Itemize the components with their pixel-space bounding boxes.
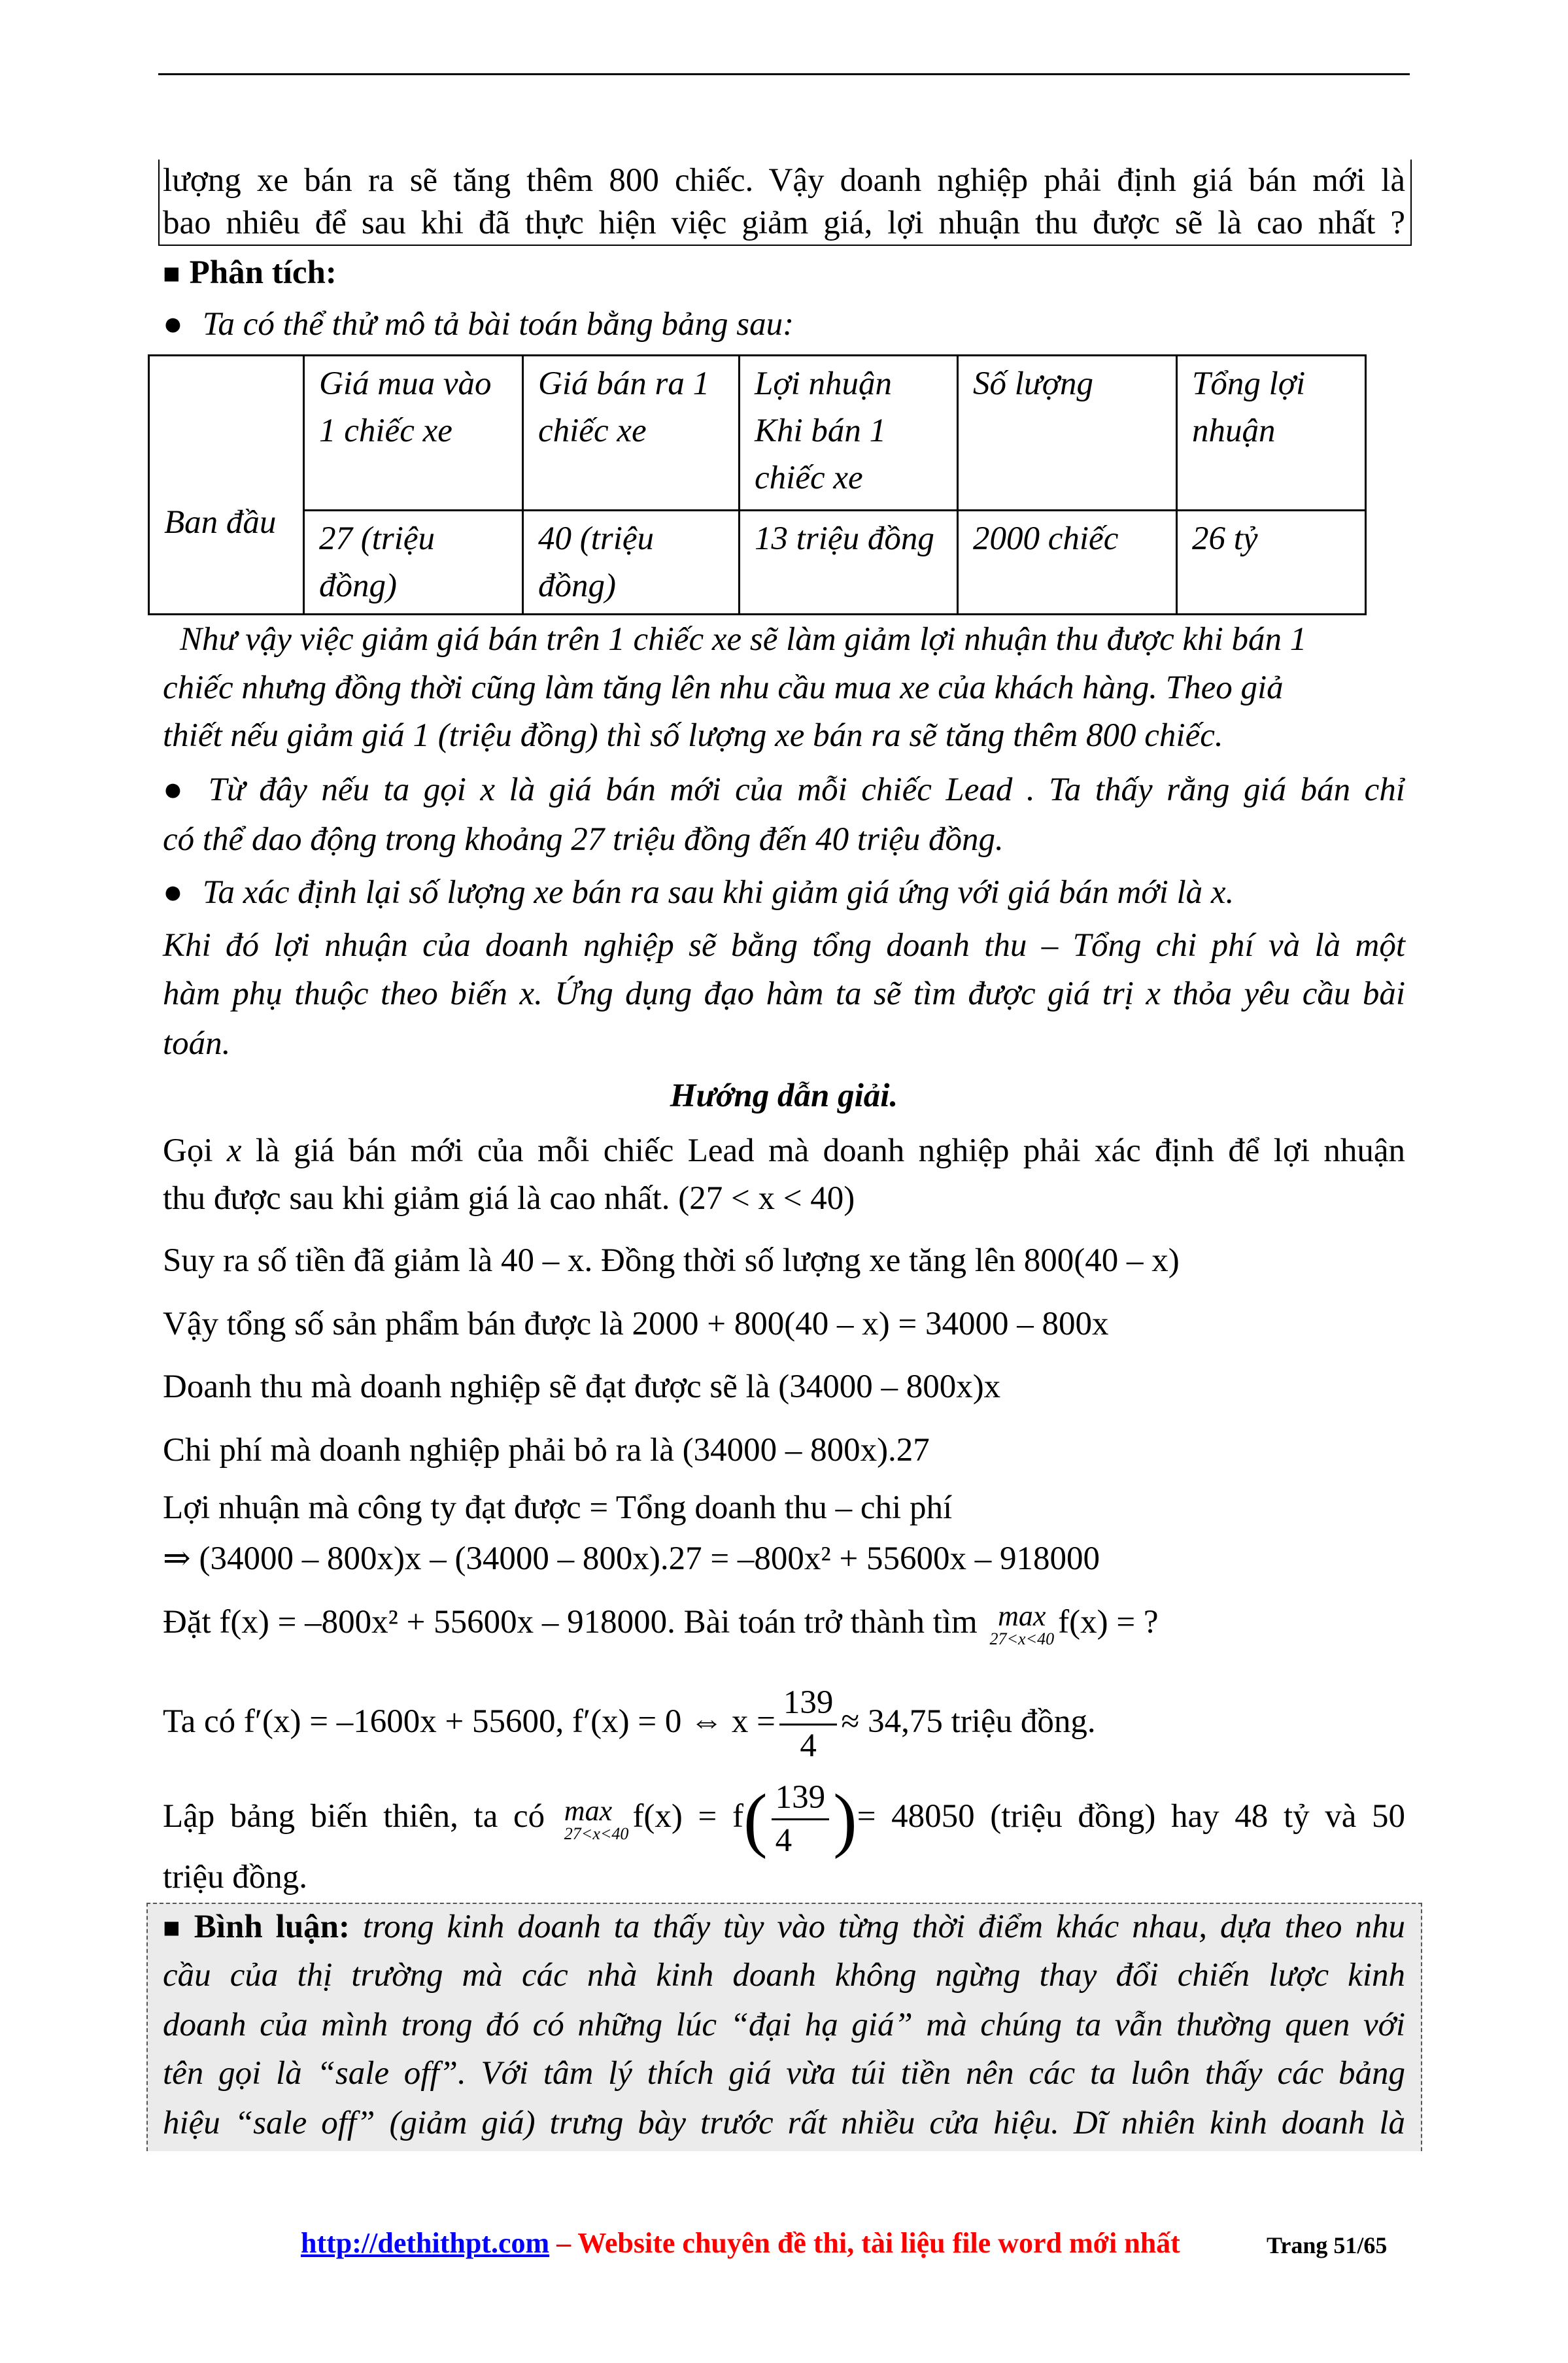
denominator: 4 <box>775 1822 793 1859</box>
analysis-heading <box>163 249 1405 296</box>
solution-line <box>163 1599 1405 1649</box>
problem-line: lượng xe bán ra sẽ tăng thêm 800 chiếc. Vậy doanh nghiệp phải định giá bán mới là <box>163 162 1405 199</box>
text: Chi phí mà doanh nghiệp phải bỏ ra là <box>163 1432 674 1469</box>
website-link[interactable]: http://dethithpt.com <box>301 2227 550 2259</box>
math: (34000 – 800x).27 <box>682 1432 930 1469</box>
square-bullet-icon: ■ <box>163 1912 185 1944</box>
row-label: Ban đầu <box>149 356 304 615</box>
comment-label <box>163 1909 350 1945</box>
footer-tagline: – Website chuyên đề thi, tài liệu file word mới nhất <box>549 2227 1180 2259</box>
solution-line <box>163 1237 1405 1284</box>
text: Suy ra số tiền đã giảm là <box>163 1242 493 1279</box>
table-header: Lợi nhuận Khi bán 1 chiếc xe <box>740 356 958 511</box>
solution-line <box>163 1684 1405 1764</box>
paragraph-line: có thể dao động trong khoảng 27 triệu đồng đến 40 triệu đồng. <box>163 821 1004 858</box>
label-text: Bình luận: <box>194 1909 350 1945</box>
paragraph-line: thiết nếu giảm giá 1 (triệu đồng) thì số lượng xe bán ra sẽ tăng thêm 800 chiếc. <box>163 717 1223 754</box>
paragraph-line: chiếc nhưng đồng thời cũng làm tăng lên nhu cầu mua xe của khách hàng. Theo giả <box>163 670 1284 706</box>
max-label: max <box>564 1794 613 1827</box>
solution-line <box>163 1127 1405 1174</box>
comment-line: doanh của mình trong đó có những lúc “đại hạ giá” mà chúng ta vẫn thường quen với <box>163 2007 1405 2043</box>
bullet-item <box>163 301 1405 348</box>
math: f(x) = f <box>632 1798 743 1835</box>
table-cell: 26 tỷ <box>1177 511 1366 615</box>
comment-line: tên gọi là “sale off”. Với tâm lý thích giá vừa túi tiền nên các ta luôn thấy các bảng <box>163 2055 1405 2092</box>
solution-line: ⇒ (34000 – 800x)x – (34000 – 800x).27 = –800x² + 55600x – 918000 <box>163 1540 1100 1577</box>
numerator: 139 <box>779 1686 838 1726</box>
numerator: 139 <box>772 1781 830 1820</box>
fraction <box>772 1781 830 1858</box>
math: (34000 – 800x)x <box>778 1368 1001 1405</box>
text: . Đồng thời số lượng xe tăng lên <box>584 1242 1015 1279</box>
comment-line: hiệu “sale off” (giảm giá) trưng bày trước rất nhiều cửa hiệu. Dĩ nhiên kinh doanh là <box>163 2105 1405 2141</box>
bullet-text: Ta có thể thử mô tả bài toán bằng bảng sau: <box>202 306 794 343</box>
bullet-icon: ● <box>163 306 183 343</box>
heading-text: Phân tích: <box>189 254 337 291</box>
solution-line: Lợi nhuận mà công ty đạt được = Tổng doanh thu – chi phí <box>163 1489 953 1526</box>
math: f(x) = –800x² + 55600x – 918000 <box>219 1604 668 1640</box>
bullet-icon: ● <box>163 874 183 911</box>
text: Ta có <box>163 1703 236 1741</box>
table-cell: 2000 chiếc <box>958 511 1177 615</box>
text: triệu đồng. <box>951 1703 1096 1741</box>
max-subscript: 27<x<40 <box>989 1629 1055 1649</box>
math: x <box>226 1132 242 1169</box>
text: Doanh thu mà doanh nghiệp sẽ đạt được sẽ là <box>163 1368 770 1405</box>
max-subscript: 27<x<40 <box>564 1824 629 1843</box>
text: Lập bảng biến thiên, ta có <box>163 1798 545 1835</box>
paragraph-line: Khi đó lợi nhuận của doanh nghiệp sẽ bằng tổng doanh thu – Tổng chi phí và là một <box>163 927 1405 964</box>
text: Vậy tổng số sản phẩm bán được là <box>163 1306 624 1342</box>
denominator: 4 <box>800 1727 817 1764</box>
solution-line <box>163 1779 1406 1860</box>
solution-line <box>163 1300 1405 1348</box>
bullet-text: Từ đây nếu ta gọi x là giá bán mới của mỗi chiếc Lead . Ta thấy rằng giá bán chỉ <box>208 772 1405 808</box>
page-number: Trang 51/65 <box>1267 2232 1388 2258</box>
text: Gọi <box>163 1132 213 1169</box>
math: 800(40 – x) <box>1023 1242 1180 1279</box>
bullet-text: Ta xác định lại số lượng xe bán ra sau khi giảm giá ứng với giá bán mới là x. <box>202 874 1235 911</box>
summary-table <box>148 354 1367 615</box>
text: . Bài toán trở thành tìm <box>667 1604 978 1640</box>
text: Đặt <box>163 1604 211 1640</box>
solution-line <box>163 1427 1405 1474</box>
table-header: Giá mua vào 1 chiếc xe <box>304 356 523 511</box>
comment-text: trong kinh doanh ta thấy tùy vào từng thời điểm khác nhau, dựa theo nhu <box>362 1909 1405 1945</box>
solution-line <box>163 1363 1405 1410</box>
paragraph-line: Như vậy việc giảm giá bán trên 1 chiếc xe sẽ làm giảm lợi nhuận thu được khi bán 1 <box>180 621 1307 658</box>
left-paren: ( <box>743 1779 768 1860</box>
text: là giá bán mới của mỗi chiếc Lead mà doanh nghiệp phải xác định để lợi nhuận <box>255 1132 1406 1169</box>
bullet-item <box>163 869 1405 916</box>
math: 2000 + 800(40 – x) = 34000 – 800x <box>632 1306 1109 1342</box>
math: f(x) = ? <box>1058 1604 1159 1640</box>
solution-line <box>163 1175 1405 1222</box>
text: thu được sau khi giảm giá là cao nhất. <box>163 1180 670 1217</box>
math: f′(x) = –1600x + 55600, f′(x) = 0 ⇔ x = <box>243 1703 775 1741</box>
paragraph-line: hàm phụ thuộc theo biến x. Ứng dụng đạo hàm ta sẽ tìm được giá trị x thỏa yêu cầu bài <box>163 976 1405 1012</box>
solution-line: triệu đồng. <box>163 1859 307 1896</box>
comment-line: cầu của thị trường mà các nhà kinh doanh không ngừng thay đổi chiến lược kinh <box>163 1957 1405 1994</box>
max-operator <box>989 1602 1054 1648</box>
table-header: Giá bán ra 1 chiếc xe <box>523 356 740 511</box>
header-rule <box>158 73 1410 75</box>
problem-line: bao nhiêu để sau khi đã thực hiện việc giảm giá, lợi nhuận thu được sẽ là cao nhất ? <box>163 205 1405 241</box>
table-cell: 13 triệu đồng <box>740 511 958 615</box>
table-header: Số lượng <box>958 356 1177 511</box>
math: 40 – x <box>500 1242 585 1279</box>
math: ≈ 34,75 <box>841 1703 943 1741</box>
table-header: Tổng lợi nhuận <box>1177 356 1366 511</box>
text: (triệu đồng) hay 48 tỷ và 50 <box>990 1798 1406 1835</box>
math: (27 < x < 40) <box>678 1180 855 1217</box>
bullet-item <box>163 766 1405 813</box>
right-paren: ) <box>833 1779 857 1860</box>
fraction <box>779 1686 838 1763</box>
page-footer <box>301 2226 1412 2272</box>
comment-line <box>163 1903 1405 1950</box>
paragraph-line: toán. <box>163 1025 231 1062</box>
solution-heading: Hướng dẫn giải. <box>670 1078 898 1114</box>
table-cell: 27 (triệu đồng) <box>304 511 523 615</box>
max-operator <box>564 1794 629 1843</box>
max-label: max <box>998 1600 1046 1633</box>
table-cell: 40 (triệu đồng) <box>523 511 740 615</box>
math: = 48050 <box>857 1798 975 1835</box>
square-bullet-icon: ■ <box>163 258 180 290</box>
bullet-icon: ● <box>163 772 189 808</box>
